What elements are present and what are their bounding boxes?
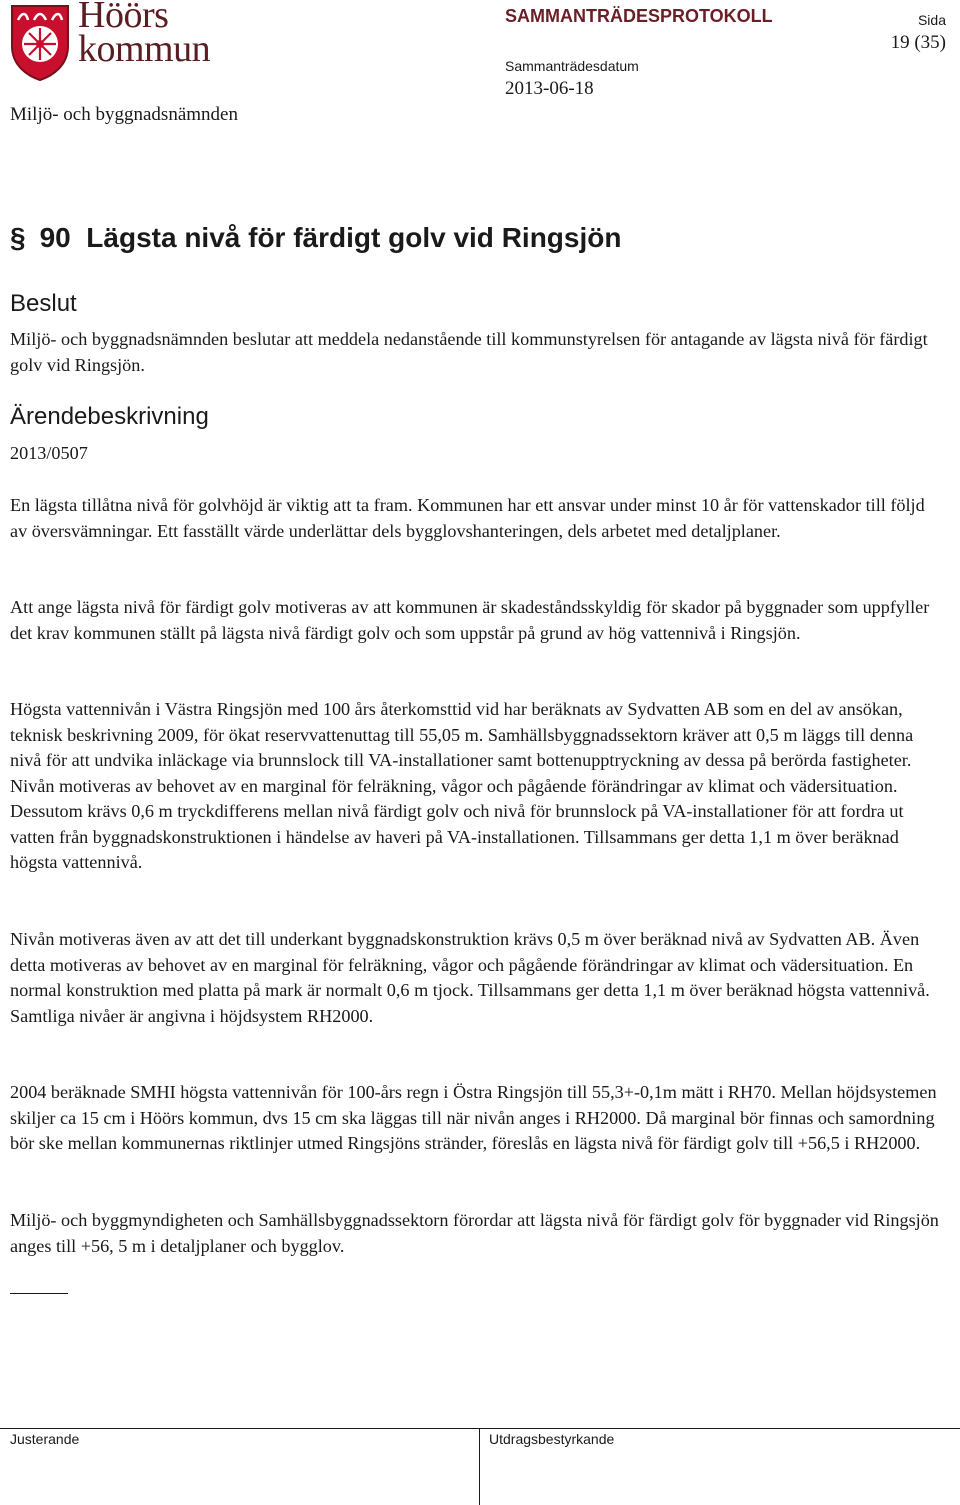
description-paragraph: Nivån motiveras även av att det till underkant byggnadskonstruktion krävs 0,5 m över beräknad nivå av Sydvatten AB. Även detta motiveras av behovet av en marginal för felräkning, vågor och pågående förändringar av klimat och vädersituation. En normal konstruktion med platta på mark är normalt 0,6 m tjock. Tillsammans ger detta 1,1 m över beräknad högsta vattennivå. Samtliga nivåer är angivna i höjdsystem RH2000. <box>10 929 930 1026</box>
extract-certification-label: Utdragsbestyrkande <box>489 1431 615 1447</box>
section-heading <box>10 222 621 254</box>
document-type: SAMMANTRÄDESPROTOKOLL <box>505 6 773 26</box>
description-paragraph: Att ange lägsta nivå för färdigt golv motiveras av att kommunen är skadeståndsskyldig för skador på byggnader som uppfyller det krav kommunen ställt på lägsta nivå färdigt golv och som uppstår på grund av hög vattennivå i Ringsjön. <box>10 597 930 643</box>
decision-text: Miljö- och byggnadsnämnden beslutar att meddela nedanstående till kommunstyrelsen för antagande av lägsta nivå för färdigt golv vid Ringsjön. <box>10 329 928 375</box>
committee-name: Miljö- och byggnadsnämnden <box>10 104 238 125</box>
paragraph-symbol: § <box>10 222 26 253</box>
section-number: 90 <box>39 222 71 253</box>
wordmark-line-1: Höörs <box>78 0 169 36</box>
footer-rule <box>0 1428 960 1429</box>
page-number: 19 (35) <box>890 32 946 53</box>
footer-column-divider <box>479 1428 480 1505</box>
meeting-date: 2013-06-18 <box>505 78 594 99</box>
page-label: Sida <box>917 12 946 28</box>
municipality-coat-of-arms-logo <box>8 2 72 82</box>
wordmark-line-2: kommun <box>78 28 211 70</box>
municipality-wordmark <box>78 0 211 70</box>
description-paragraph: Högsta vattennivån i Västra Ringsjön med 100 års återkomsttid vid har beräknats av Sydvatten AB som en del av ansökan, teknisk beskrivning 2009, för ökat reservvattenuttag till 55,05 m. Samhällsbyggnadssektorn kräver att 0,5 m läggs till denna nivå för att undvika inläckage via brunnslock till VA-installationer samt bottenupptryckning av dessa på berörda fastigheter. Nivån motiveras av behovet av en marginal för felräkning, vågor och pågående förändringar av klimat och vädersituation. Dessutom krävs 0,6 m tryckdifferens mellan nivå färdigt golv och nivå för brunnslock på VA-installationer för att fordra ut vatten från byggnadskonstruktionen i händelse av haveri på VA-installationen. Tillsammans ger detta 1,1 m över beräknad högsta vattennivå. <box>10 699 914 872</box>
description-paragraph: Miljö- och byggmyndigheten och Samhällsbyggnadssektorn förordar att lägsta nivå för färdigt golv för byggnader vid Ringsjön anges till +56, 5 m i detaljplaner och bygglov. <box>10 1210 939 1256</box>
adjuster-signature-label: Justerande <box>10 1431 80 1447</box>
decision-heading: Beslut <box>10 290 77 317</box>
end-of-section-rule <box>10 1293 68 1294</box>
meeting-date-label: Sammanträdesdatum <box>505 58 639 74</box>
section-title: Lägsta nivå för färdigt golv vid Ringsjön <box>86 222 622 253</box>
case-description-heading: Ärendebeskrivning <box>10 403 209 430</box>
case-number: 2013/0507 <box>10 443 88 463</box>
description-paragraph: 2004 beräknade SMHI högsta vattennivån för 100-års regn i Östra Ringsjön till 55,3+-0,1m mätt i RH70. Mellan höjdsystemen skiljer ca 15 cm i Höörs kommun, dvs 15 cm ska läggas till när nivån anges i RH2000. Då marginal bör finnas och samordning bör ske mellan kommunernas riktlinjer utmed Ringsjöns stränder, föreslås en lägsta nivå för färdigt golv till +56,5 i RH2000. <box>10 1082 937 1153</box>
description-paragraph: En lägsta tillåtna nivå för golvhöjd är viktig att ta fram. Kommunen har ett ansvar under minst 10 år för vattenskador till följd av översvämningar. Ett fasställt värde underlättar dels bygglovshanteringen, dels arbetet med detaljplaner. <box>10 495 925 541</box>
